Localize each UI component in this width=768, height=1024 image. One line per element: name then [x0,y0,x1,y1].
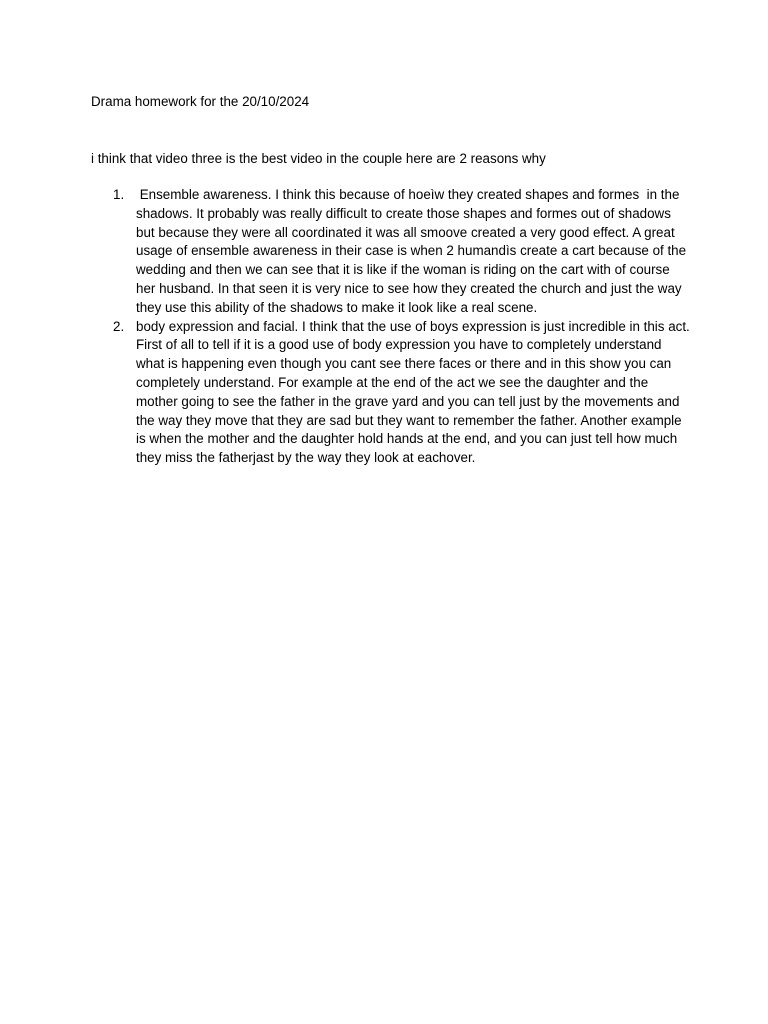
document-title: Drama homework for the 20/10/2024 [91,94,310,109]
reason-text: Ensemble awareness. I think this because of hoeìw they created shapes and formes in the shadows. It probably was really difficult to create those shapes and formes out of shadows but because they were all coordinated it was all smoove created a very good effect. A great usage of ensemble awareness in their case is when 2 humandìs create a cart because of the wedding and then we can see that it is like if the woman is riding on the cart with of course her husband. In that seen it is very nice to see how they created the church and just the way they use this ability of the shadows to make it look like a real scene. [136,187,690,315]
intro-paragraph: i think that video three is the best video in the couple here are 2 reasons why [91,151,546,166]
list-number: 1. [113,187,125,202]
list-item [91,186,691,318]
list-item [91,318,691,468]
reason-text: body expression and facial. I think that the use of boys expression is just incredible in this act. First of all to tell if it is a good use of body expression you have to completely understand what is happening even though you cant see there faces or there and in this show you can completely understand. For example at the end of the act we see the daughter and the mother going to see the father in the grave yard and you can tell just by the movements and the way they move that they are sad but they want to remember the father. Another example is when the mother and the daughter hold hands at the end, and you can just tell how much they miss the fatherjast by the way they look at eachover. [136,318,690,466]
list-number: 2. [113,318,125,334]
reasons-list [91,186,691,468]
